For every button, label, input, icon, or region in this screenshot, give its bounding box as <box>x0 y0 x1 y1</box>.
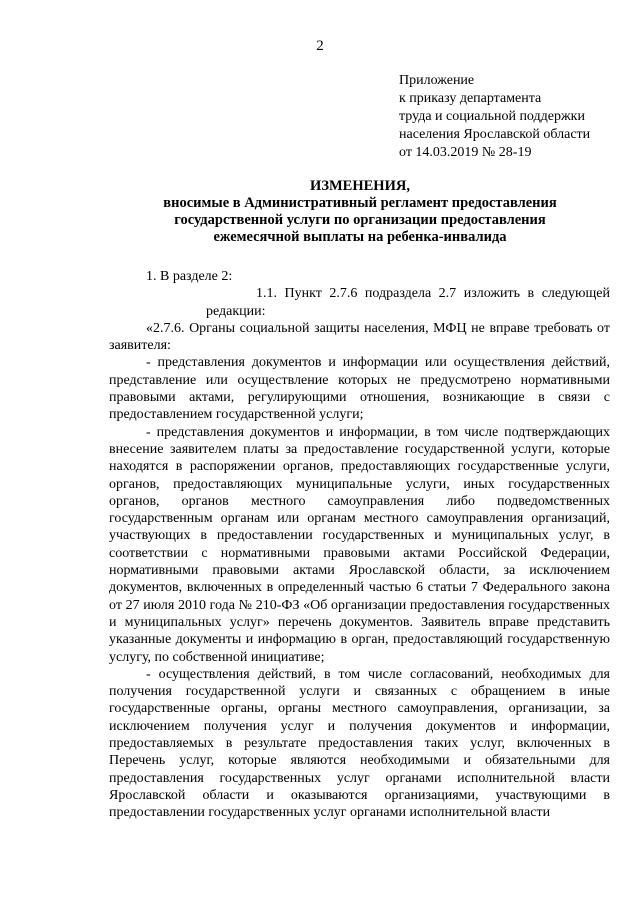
page-number: 2 <box>316 38 324 54</box>
bullet-item: - осуществления действий, в том числе согласований, необходимых для получения государственной услуги и связанных с обращением в иные государственные органы, органы местного самоуправления, организации, за исключением получения услуг и получения документов и информации, предоставляемых в результате предоставления таких услуг, включенных в Перечень услуг, которые являются необходимыми и обязательными для предоставления государственных услуг органами исполнительной власти Ярославской области и оказываются организациями, участвующими в предоставлении государственных услуг органами исполнительной власти <box>109 666 610 821</box>
title-line: ежемесячной выплаты на ребенка-инвалида <box>213 229 507 245</box>
appendix-line: труда и социальной поддержки <box>399 109 585 124</box>
appendix-line: к приказу департамента <box>399 91 542 106</box>
bullet-item: - представления документов и информации или осуществления действий, представление или осуществление которых не предусмотрено нормативными правовыми актами, регулирующими отношения, возникающие в связи с предоставлением государственной услуги; <box>109 355 610 423</box>
appendix-block <box>399 72 590 162</box>
appendix-line: Приложение <box>399 73 475 88</box>
title-line: государственной услуги по организации предоставления <box>174 212 546 228</box>
item-1-1: 1.1. Пункт 2.7.6 подраздела 2.7 изложить в следующей редакции: <box>206 286 610 319</box>
paragraph-2-7-6: «2.7.6. Органы социальной защиты населения, МФЦ не вправе требовать от заявителя: <box>109 320 610 354</box>
appendix-line: населения Ярославской области <box>399 127 591 142</box>
title-heading: ИЗМЕНЕНИЯ, <box>310 178 410 194</box>
appendix-line: от 14.03.2019 № 28-19 <box>399 145 532 160</box>
section-heading: 1. В разделе 2: <box>146 269 233 284</box>
title-line: вносимые в Административный регламент предоставления <box>163 195 557 211</box>
item-1-1-wrapper <box>109 285 610 320</box>
document-title <box>110 178 610 246</box>
bullet-item: - представления документов и информации, в том числе подтверждающих внесение заявителем платы за предоставление государственной услуги, которые находятся в распоряжении органов, предоставляющих государственные услуги, органов, предоставляющих муниципальные услуги, иных государственных органов, органов местного самоуправления либо подведомственных государственным органам или органам местного самоуправления организаций, участвующих в предоставлении государственных и муниципальных услуг, в соответствии с нормативными правовыми актами Российской Федерации, нормативными правовыми актами Ярославской области, за исключением документов, включенных в определенный частью 6 статьи 7 Федерального закона от 27 июля 2010 года № 210-ФЗ «Об организации предоставления государственных и муниципальных услуг» перечень документов. Заявитель вправе представить указанные документы и информацию в орган, предоставляющий государственную услугу, по собственной инициативе; <box>109 424 610 665</box>
document-body <box>109 268 610 822</box>
